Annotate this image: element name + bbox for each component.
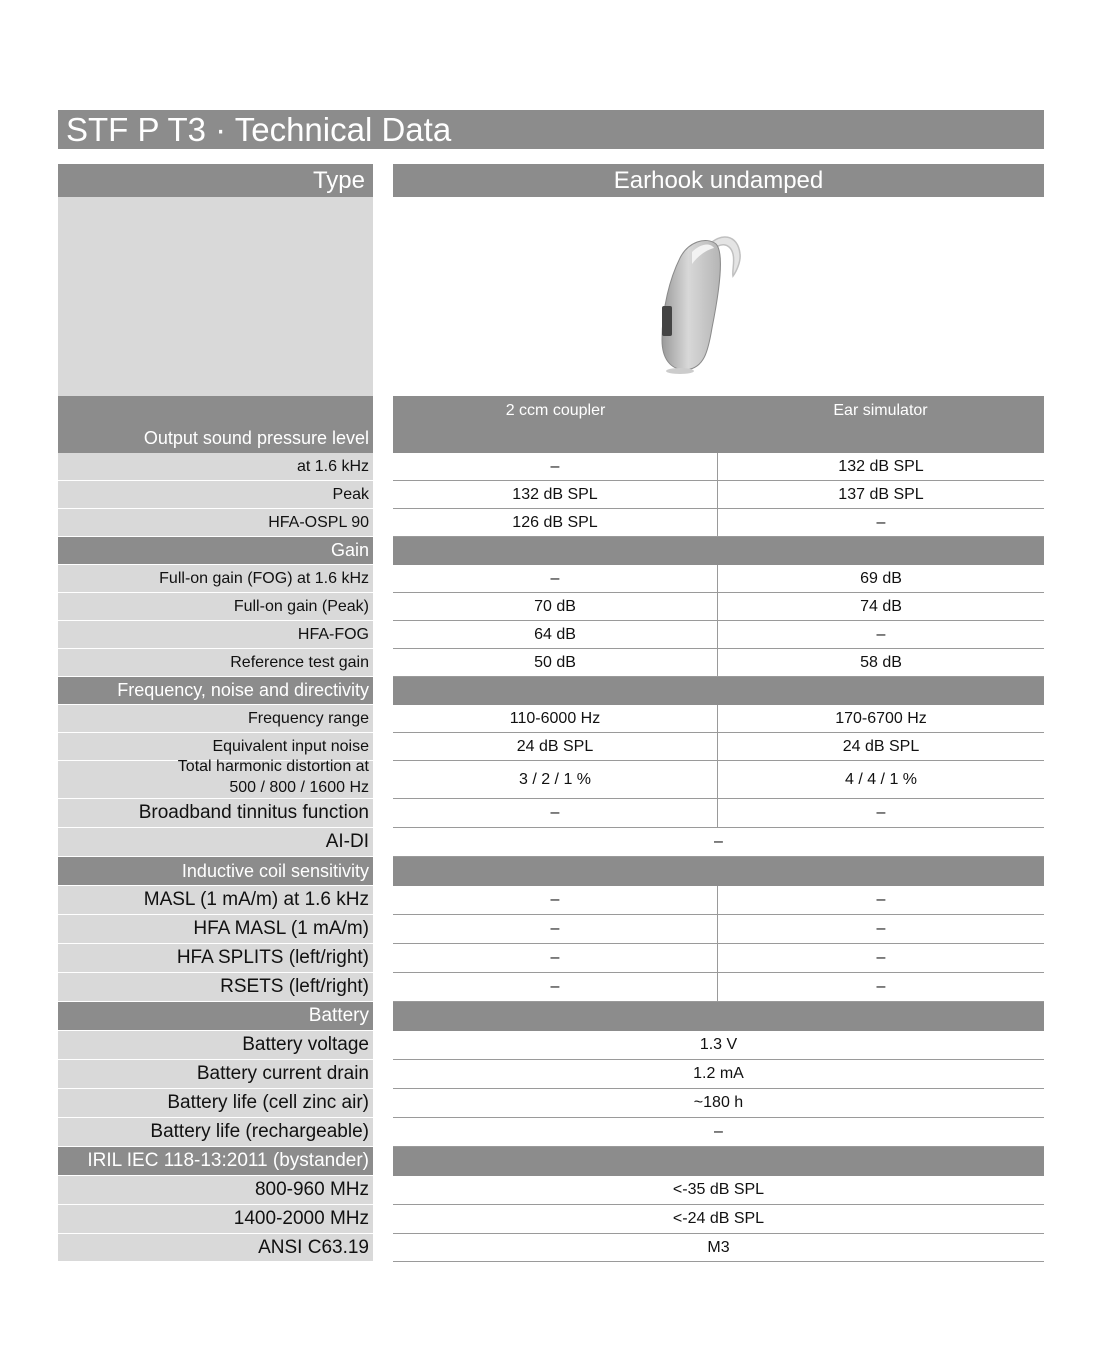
coupler-value-cell: – [393,886,718,914]
value-cell: <-24 dB SPL [672,1210,765,1227]
row-label: HFA SPLITS (left/right) [58,944,373,973]
section-bar [393,537,1044,565]
row-values [393,761,1044,799]
output-spl-label: Output sound pressure level [143,428,369,448]
table-row [58,509,1044,537]
row-label: HFA MASL (1 mA/m) [58,915,373,944]
row-values [393,481,1044,509]
table-row [58,1118,1044,1147]
coupler-value-cell: – [393,799,718,827]
section-bar [393,677,1044,705]
row-values [393,1118,1044,1147]
table-row [58,915,1044,944]
row-label: Battery life (rechargeable) [58,1118,373,1147]
coupler-value-cell: 70 dB [393,593,718,620]
table-row [58,1234,1044,1262]
section-title: Frequency, noise and directivity [58,677,373,705]
ear-simulator-value-cell: 132 dB SPL [838,457,924,475]
model-name: Earhook undamped [393,164,1044,197]
row-label-line: Total harmonic distortion at [177,758,369,775]
coupler-value-cell: 50 dB [393,649,718,676]
coupler-value-cell: 24 dB SPL [393,733,718,760]
row-values [393,1060,1044,1089]
row-values [393,973,1044,1002]
table-row [58,828,1044,857]
ear-simulator-value-cell: 170-6700 Hz [835,709,927,727]
table-row [58,453,1044,481]
ear-simulator-value-cell: 24 dB SPL [842,737,920,755]
row-label: Full-on gain (Peak) [58,593,373,621]
coupler-value-cell: 126 dB SPL [393,509,718,536]
row-values [393,705,1044,733]
row-values [393,828,1044,857]
value-cell: M3 [707,1238,730,1256]
coupler-value-cell: 3 / 2 / 1 % [393,761,718,798]
ear-simulator-value-cell: 4 / 4 / 1 % [844,770,918,788]
table-row [58,973,1044,1002]
row-label: MASL (1 mA/m) at 1.6 kHz [58,886,373,915]
row-label: HFA-OSPL 90 [58,509,373,537]
row-label: AI-DI [58,828,373,857]
table-row [58,593,1044,621]
row-values [393,1234,1044,1262]
row-label: HFA-FOG [58,621,373,649]
value-cell: – [714,1123,723,1140]
row-label: Equivalent input noise [58,733,373,761]
table-row [58,649,1044,677]
table-row [58,1176,1044,1205]
ear-simulator-value-cell: 137 dB SPL [838,485,924,503]
section-header [58,537,1044,565]
ear-simulator-value-cell: – [876,513,886,531]
row-label: Full-on gain (FOG) at 1.6 kHz [58,565,373,593]
row-values [393,886,1044,915]
row-label: Reference test gain [58,649,373,677]
ear-simulator-value-cell: 74 dB [860,597,902,615]
table-row [58,1060,1044,1089]
section-bar [393,1147,1044,1176]
row-values [393,621,1044,649]
ear-simulator-value-cell: 58 dB [860,653,902,671]
table-row [58,886,1044,915]
value-cell: <-35 dB SPL [672,1181,765,1198]
row-label: Broadband tinnitus function [58,799,373,828]
row-label-line: 500 / 800 / 1600 Hz [229,779,369,796]
coupler-value-cell: – [393,944,718,972]
table-row [58,565,1044,593]
section-title: Inductive coil sensitivity [58,857,373,886]
value-cell: ~180 h [693,1094,744,1111]
table-row [58,1031,1044,1060]
row-values [393,944,1044,973]
coupler-value-cell: – [393,973,718,1001]
ear-simulator-value-cell: – [876,625,886,643]
row-values [393,649,1044,677]
coupler-value-cell: – [393,453,718,480]
row-label: 1400-2000 MHz [58,1205,373,1234]
row-label: 800-960 MHz [58,1176,373,1205]
row-values [393,915,1044,944]
row-values [393,593,1044,621]
ear-simulator-value-cell: – [876,891,886,908]
coupler-value-cell: – [393,915,718,943]
section-header [58,1147,1044,1176]
table-row [58,1205,1044,1234]
row-label: at 1.6 kHz [58,453,373,481]
row-label: Battery life (cell zinc air) [58,1089,373,1118]
coupler-value-cell: 132 dB SPL [393,481,718,508]
row-values [393,453,1044,481]
row-values [393,509,1044,537]
row-label [58,758,373,799]
table-row [58,799,1044,828]
section-header [58,857,1044,886]
value-cell: – [714,833,723,850]
section-title: IRIL IEC 118-13:2011 (bystander) [58,1147,373,1176]
col-ear-simulator: Ear simulator [833,402,928,419]
table-row [58,705,1044,733]
ear-simulator-value-cell: – [876,978,886,995]
row-label: RSETS (left/right) [58,973,373,1002]
table-row [58,944,1044,973]
row-values [393,733,1044,761]
row-label: Battery current drain [58,1060,373,1089]
col-2ccm-coupler: 2 ccm coupler [505,402,606,419]
type-label: Type [58,164,373,197]
section-header [58,677,1044,705]
table-row [58,758,1044,799]
ear-simulator-value-cell: – [876,804,886,821]
section-bar [393,857,1044,886]
ear-simulator-value-cell: 69 dB [860,569,902,587]
ear-simulator-value-cell: – [876,949,886,966]
row-label: ANSI C63.19 [58,1234,373,1262]
section-bar [393,1002,1044,1031]
page-title: STF P T3 · Technical Data [58,110,1044,149]
coupler-value-cell: 110-6000 Hz [393,705,718,732]
value-cell: 1.3 V [699,1036,738,1053]
section-title: Battery [58,1002,373,1031]
ear-simulator-value-cell: – [876,920,886,937]
table-row [58,621,1044,649]
section-title: Gain [58,537,373,565]
row-values [393,1089,1044,1118]
row-values [393,565,1044,593]
table-row [58,481,1044,509]
row-values [393,799,1044,828]
row-label: Peak [58,481,373,509]
coupler-value-cell: – [393,565,718,592]
row-label: Battery voltage [58,1031,373,1060]
table-row [58,1089,1044,1118]
coupler-value-cell: 64 dB [393,621,718,648]
value-cell: 1.2 mA [693,1065,744,1082]
row-label: Frequency range [58,705,373,733]
row-values [393,1031,1044,1060]
row-values [393,1176,1044,1205]
row-values [393,1205,1044,1234]
section-header [58,1002,1044,1031]
